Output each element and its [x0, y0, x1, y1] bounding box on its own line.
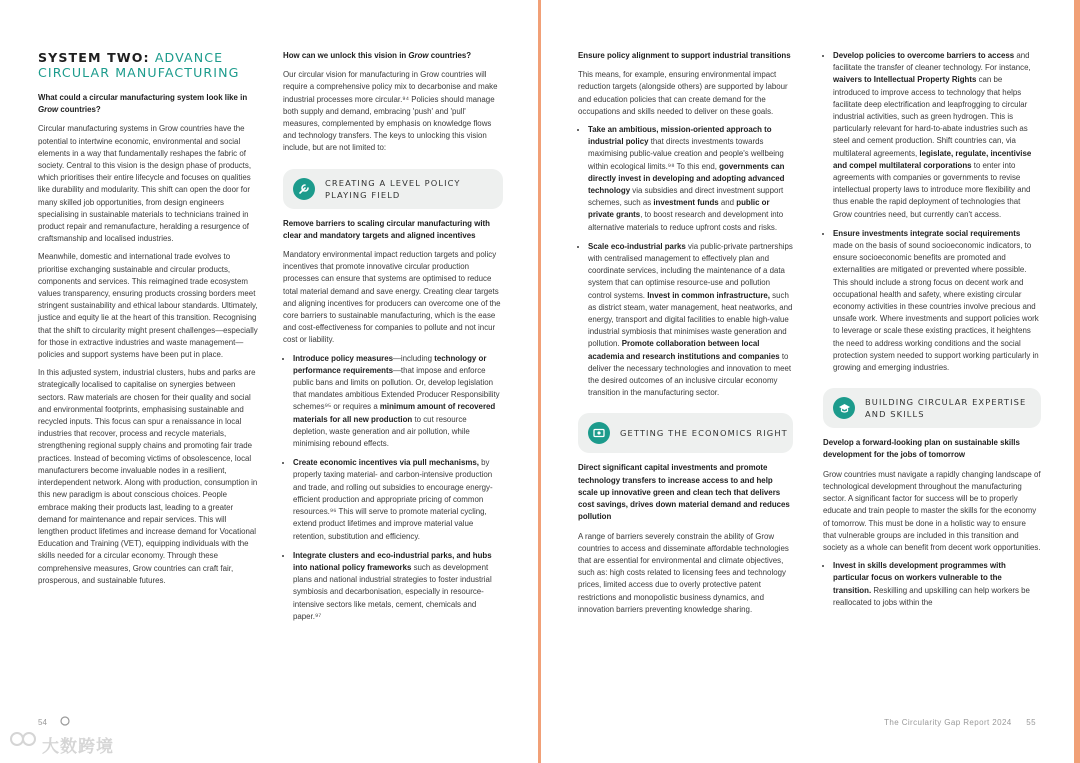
paragraph: A range of barriers severely constrain the ability of Grow countries to access and disseminate affordable technologies that are essential for environmental and climate objectives, such as: high costs related to licensing fees and technology prices, limited access due to overly protective patent restrictions and monopolistic business dynamics, and innovation barriers preventing knowledge sharing.: [578, 531, 789, 614]
right-page: [541, 0, 1074, 763]
bullet-list: [283, 353, 503, 623]
paragraph: Meanwhile, domestic and international trade evolves to prioritise exchanging sustainable and circular products, components and services. This reimagined trade ecosystem values transparency, ensuring products crossing borders meet stringent sustainability and ethical labour standards. Ultimately, justice and equity lie at the heart of this transition. Recognising that the shift to circularity might present challenges—especially for those in extractive industries and waste management—policies and support systems have been put in place.: [38, 252, 258, 360]
page-number: 54: [38, 718, 47, 727]
cgr-logo-icon: [60, 716, 70, 726]
section-heading: SYSTEM TWO: ADVANCE CIRCULAR MANUFACTURING: [38, 50, 240, 80]
list-item: • Develop policies to overcome barriers to access and facilitate the transfer of cleaner technology. For instance, waivers to Intellectual Property Rights can be introduced to improve access to technology that helps facilitate deep electrification and leapfrogging to circular industrial activities, such as green hydrogen. This is particularly relevant for hard-to-abate industries such as steel and cement production. Shift countries can, via multilateral agreements, legislate, regulate, incentivise and compel multilateral corporations to enter into agreements with companies or governments to revise intellectual property laws to introduce more flexibility and thus enable the rapid deployment of technologies that Grow countries need, but currently can't access.: [833, 50, 1041, 221]
bullet-list: [823, 560, 1041, 609]
list-item: • Integrate clusters and eco-industrial parks, and hubs into national policy frameworks such as development plans and national industrial strategies to foster industrial symbiosis and decarbonisation, especially in resource-intensive sectors like metals, cement, chemicals and paper.⁹⁷: [293, 550, 503, 623]
list-item: • Ensure investments integrate social requirements made on the basis of sound socioeconomic indicators, to ensure socioeconomic benefits are promoted and externalities are mitigated or prevented where possible. This should include a strong focus on decent work and occupational health and safety, where existing circular economy activities in these countries involve precious and unsafe work. Where investments and support policies work to leverage or scale these existing practices, it heightens the need to address working conditions and the social protection system needed to support working particularly in growing and emerging industries.: [833, 228, 1041, 374]
economics-banner: [578, 413, 793, 453]
bullet-list: [823, 50, 1041, 374]
left-column-1: [38, 50, 258, 593]
right-column-1: [578, 50, 793, 622]
skills-banner: [823, 388, 1041, 428]
subsection-heading: Ensure policy alignment to support industrial transitions: [578, 51, 791, 60]
list-item: • Take an ambitious, mission-oriented approach to industrial policy that directs investments towards maximising public-value creation and people's wellbeing within ecological limits.⁹⁸ To this end, governments can directly invest in developing and adopting advanced technology via subsidies and direct investment support schemes, such as investment funds and public or private grants, to boost research and development into alternative materials to reduce upfront costs and risks.: [588, 124, 793, 234]
paragraph: Grow countries must navigate a rapidly changing landscape of technological development throughout the manufacturing sector. A significant factor for success will be to properly educate and train people to master the skills for the economy of tomorrow. This must be done in a holistic way to ensure that vulnerable groups are included in this transition and society as a whole can benefit from decent work opportunities.: [823, 469, 1041, 552]
policy-playing-field-banner: [283, 169, 503, 209]
money-icon: [588, 422, 610, 444]
report-title: The Circularity Gap Report 2024: [884, 718, 1012, 727]
watermark-logo-icon: [10, 728, 38, 750]
question-heading: What could a circular manufacturing system look like in Grow countries?: [38, 93, 248, 115]
banner-label: BUILDING CIRCULAR EXPERTISE AND SKILLS: [865, 397, 1027, 420]
list-item: • Scale eco-industrial parks via public-private partnerships with centralised management to effectively plan and coordinate services, including the maintenance of a data system that can optimise resource-use and pollution control systems. Invest in common infrastructure, such as district steam, water management, heat neatworks, and energy, transport and digital facilities to enable high-value industrial symbiosis that minimises waste generation and pollution. Promote collaboration between local academia and research institutions and companies to deliver the necessary technologies and innovation to meet the desired outcomes of an inclusive circular economy transition in the manufacturing sector.: [588, 241, 793, 400]
list-item: • Introduce policy measures—including technology or performance requirements—that impose and enforce public bans and limits on pollution. Or, develop legislation that mandates ambitious Extended Producer Responsibility schemes⁹⁵ or requires a minimum amount of recovered materials for all new production to cut resource depletion, waste generation and air pollution, while minimising rebound effects.: [293, 353, 503, 451]
graduation-cap-icon: [833, 397, 855, 419]
paragraph: In this adjusted system, industrial clusters, hubs and parks are strategically localised to capitalise on synergies between sectors. Raw materials are chosen for their quality and social and environmental footprints, emphasising sustainable and recycled inputs. This focus can spur a renaissance in local industries that recover, process and recycle materials, strengthening regional supply chains and promoting fair trade practices. Instead of becoming victims of obsolescence, local manufacturers become invaluable nodes in a resilient, interdependent network. Along with production, consumption in this new paradigm is about conscious choices. People embrace making their products last, leading to a greater demand for maintenance and repair services. This will lengthen product lifetimes and increase demand for Vocational Education and Training (VET), equipping individuals with the skills needed for a circular economy. Through these comprehensive measures, Grow countries can craft fair, prosperous, and sustainable futures.: [38, 368, 258, 585]
paragraph: Circular manufacturing systems in Grow countries have the potential to intertwine economic, environmental and social elements in a way that fundamentally reshapes the fabric of society. Central to this vision is the design phase of products, which prioritises their entire lifecycle and focuses on qualities like durability and modularity. This shift can open the door for many skilled job opportunities, from design engineers specialising in sustainable materials to technicians trained in product repair and remanufacture, heralding a resurgence of craftsmanship and localised industries.: [38, 124, 252, 244]
list-item: • Create economic incentives via pull mechanisms, by properly taxing material- and carbon-intensive production and trade, and rolling out subsidies to encourage energy-efficient production and appropriate pricing of common resources.⁹⁶ This will serve to promote material cycling, extend product lifetimes and improve material value retention, substitution and efficiency.: [293, 457, 503, 542]
subsection-heading: Remove barriers to scaling circular manufacturing with clear and mandatory targets and aligned incentives: [283, 218, 490, 240]
subsection-heading: Direct significant capital investments and promote technology transfers to increase access to and help scale up innovative green and clean tech that delivers cost savings, drives down material demand and reduces pollution: [578, 463, 790, 522]
left-page: [0, 0, 538, 763]
paragraph: Mandatory environmental impact reduction targets and policy incentives that promote innovative circular production processes can ensure that systems are optimised to reduce total material demand and save energy. Creating clear targets and aligning incentives for producers can overcome one of the core barriers to sustainable manufacturing, which is the ease and cost-effectiveness for companies to pollute and not incur cost or liability.: [283, 250, 501, 345]
footer: [872, 718, 1036, 727]
question-heading: How can we unlock this vision in Grow countries?: [283, 51, 472, 60]
page-number: 55: [1026, 718, 1036, 727]
subsection-heading: Develop a forward-looking plan on sustainable skills development for the jobs of tomorrow: [823, 438, 1020, 460]
paragraph: Our circular vision for manufacturing in Grow countries will require a comprehensive policy mix to decarbonise and make industrial processes more circular.⁹⁴ Policies should manage both supply and demand, embracing 'push' and 'pull' measures, complemented by emphasis on knowledge flows and technology transfers. The keys to unlocking this vision include, but are not limited to:: [283, 70, 498, 153]
left-column-2: [283, 50, 503, 630]
bullet-list: [578, 124, 793, 399]
banner-label: CREATING A LEVEL POLICY PLAYING FIELD: [325, 177, 461, 200]
list-item: • Invest in skills development programmes with particular focus on workers vulnerable to the transition. Reskilling and upskilling can help workers be reallocated to jobs within the: [833, 560, 1041, 609]
banner-label: GETTING THE ECONOMICS RIGHT: [620, 428, 788, 439]
watermark: 大数跨境: [10, 732, 114, 757]
policy-tool-icon: [293, 178, 315, 200]
right-column-2: [823, 50, 1041, 616]
paragraph: This means, for example, ensuring environmental impact reduction targets (alongside others) are supported by labour and education policies that can create demand for the occupations and skills needed to deliver on these goals.: [578, 70, 788, 116]
